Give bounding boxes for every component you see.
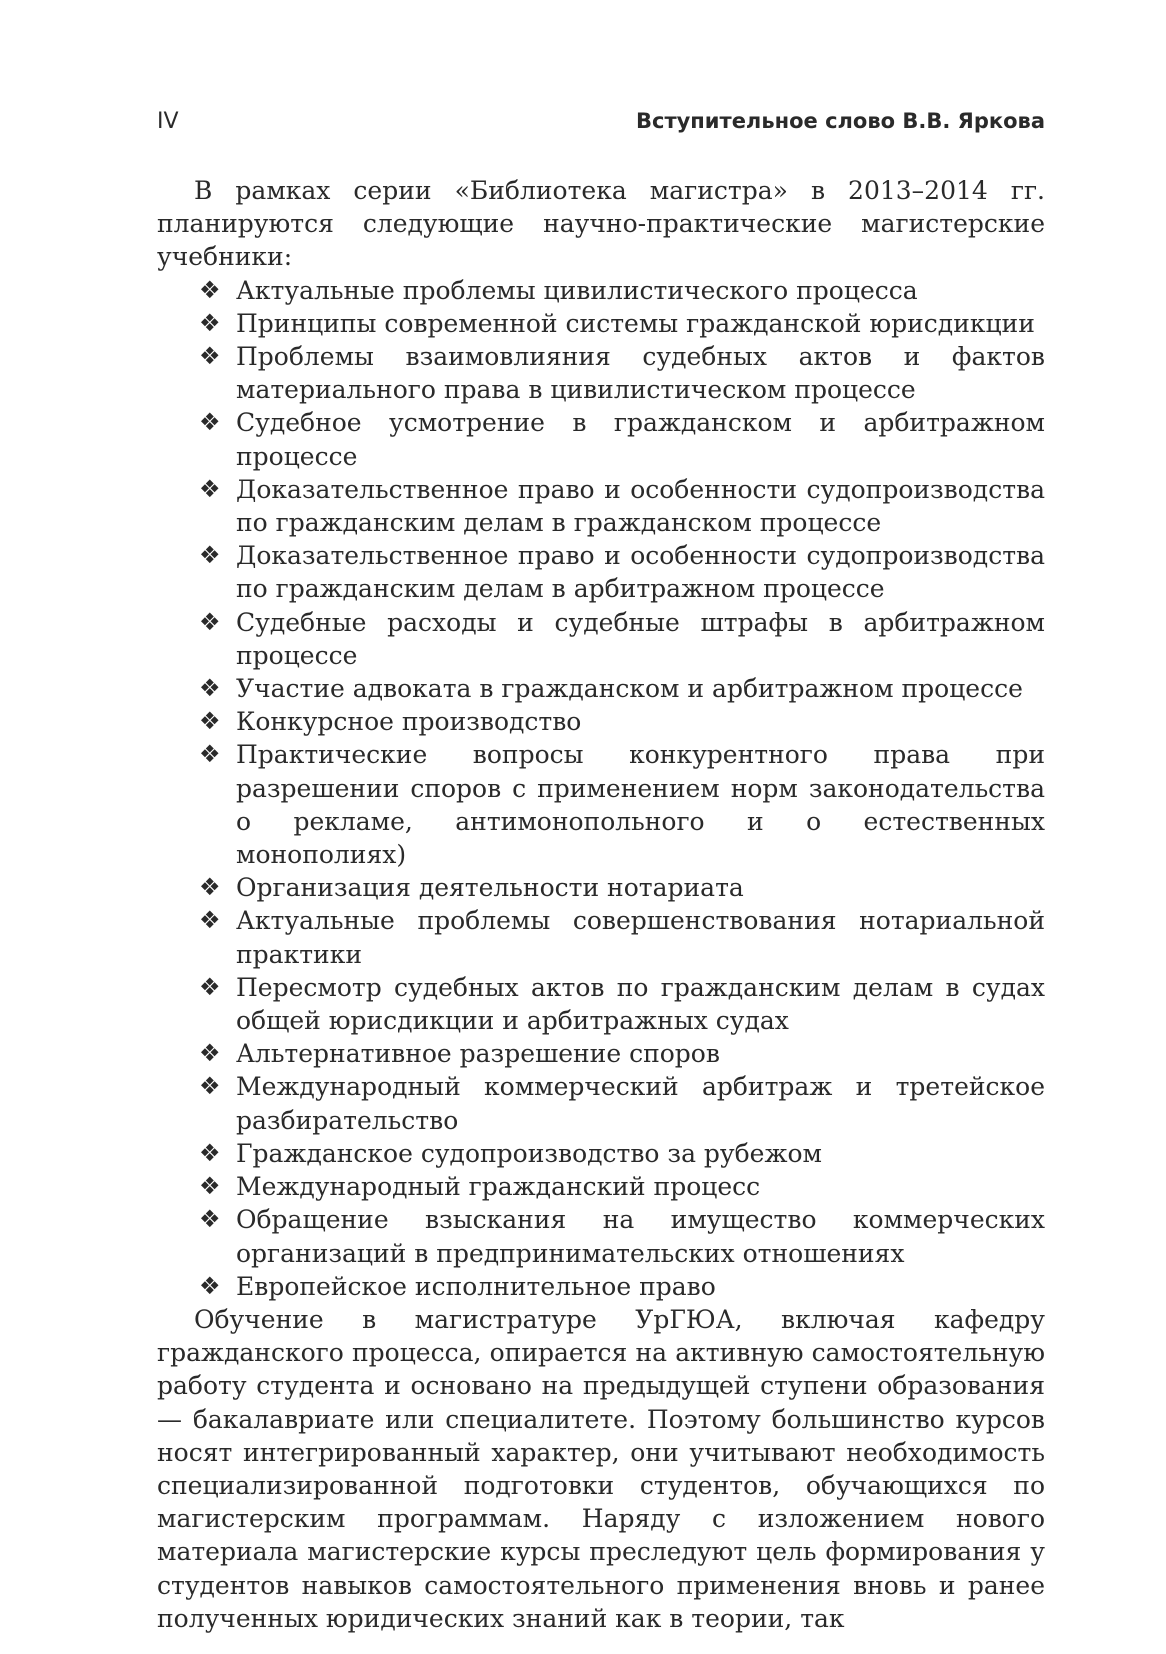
list-item <box>157 672 1045 705</box>
list-item-text: Пересмотр судебных актов по гражданским делам в судах общей юрисдикции и арбитражных судах <box>236 972 1045 1036</box>
diamond-bullet-icon: ❖ <box>199 707 221 736</box>
list-item-text: Гражданское судопроизводство за рубежом <box>236 1138 822 1168</box>
page-header <box>157 109 1045 143</box>
list-item <box>157 473 1045 539</box>
diamond-bullet-icon: ❖ <box>199 1138 221 1167</box>
diamond-bullet-icon: ❖ <box>199 906 221 935</box>
list-item <box>157 871 1045 904</box>
list-item <box>157 274 1045 307</box>
diamond-bullet-icon: ❖ <box>199 342 221 371</box>
diamond-bullet-icon: ❖ <box>199 308 221 337</box>
list-item <box>157 340 1045 406</box>
list-item-text: Международный коммерческий арбитраж и третейское разбирательство <box>236 1072 1045 1135</box>
planned-textbooks-list <box>157 274 1045 1303</box>
closing-paragraph: Обучение в магистратуре УрГЮА, включая кафедру гражданского процесса, опирается на активную самостоятельную работу студента и основано на предыдущей ступени образования — бакалавриате или специалитете. Поэтому большинство курсов носят интегрированный характер, они учитывают необходимость специализированной подготовки студентов, обучающихся по магистерским программам. Наряду с изложением нового материала магистерские курсы преследуют цель формирования у студентов навыков самостоятельного применения вновь и ранее полученных юридических знаний как в теории, так <box>157 1304 1045 1633</box>
list-item <box>157 904 1045 970</box>
diamond-bullet-icon: ❖ <box>199 1172 221 1201</box>
list-item <box>157 738 1045 871</box>
list-item-text: Принципы современной системы гражданской юрисдикции <box>236 308 1035 338</box>
list-item-text: Европейское исполнительное право <box>236 1271 716 1301</box>
list-item-text: Конкурсное производство <box>236 707 582 737</box>
list-item-text: Актуальные проблемы совершенствования нотариальной практики <box>236 906 1045 969</box>
list-item <box>157 406 1045 472</box>
list-item-text: Доказательственное право и особенности судопроизводства по гражданским делам в арбитражном процессе <box>236 541 1045 604</box>
diamond-bullet-icon: ❖ <box>199 275 221 304</box>
list-item-text: Судебное усмотрение в гражданском и арбитражном процессе <box>236 408 1045 471</box>
list-item <box>157 307 1045 340</box>
page-body <box>157 174 1045 1635</box>
page-number: IV <box>157 109 179 134</box>
list-item-text: Проблемы взаимовлияния судебных актов и фактов материального права в цивилистическом процессе <box>236 342 1045 405</box>
diamond-bullet-icon: ❖ <box>199 873 221 902</box>
list-item-text: Участие адвоката в гражданском и арбитражном процессе <box>236 674 1023 704</box>
diamond-bullet-icon: ❖ <box>199 408 221 437</box>
intro-paragraph: В рамках серии «Библиотека магистра» в 2013–2014 гг. планируются следующие научно-практические магистерские учебники: <box>157 176 1045 272</box>
diamond-bullet-icon: ❖ <box>199 674 221 703</box>
diamond-bullet-icon: ❖ <box>199 607 221 636</box>
list-item <box>157 1170 1045 1203</box>
diamond-bullet-icon: ❖ <box>199 1072 221 1101</box>
diamond-bullet-icon: ❖ <box>199 1039 221 1068</box>
diamond-bullet-icon: ❖ <box>199 541 221 570</box>
list-item <box>157 1137 1045 1170</box>
list-item-text: Организация деятельности нотариата <box>236 873 744 903</box>
list-item <box>157 539 1045 605</box>
diamond-bullet-icon: ❖ <box>199 972 221 1001</box>
list-item-text: Международный гражданский процесс <box>236 1172 761 1202</box>
diamond-bullet-icon: ❖ <box>199 474 221 503</box>
list-item-text: Практические вопросы конкурентного права при разрешении споров с применением норм законодательства о рекламе, антимонопольного и о естественных монополиях) <box>236 740 1045 870</box>
list-item <box>157 1203 1045 1269</box>
diamond-bullet-icon: ❖ <box>199 740 221 769</box>
running-title: Вступительное слово В.В. Яркова <box>635 109 1045 133</box>
list-item-text: Судебные расходы и судебные штрафы в арбитражном процессе <box>236 607 1045 670</box>
list-item <box>157 1070 1045 1136</box>
list-item-text: Актуальные проблемы цивилистического процесса <box>236 275 918 305</box>
list-item <box>157 971 1045 1037</box>
list-item <box>157 1037 1045 1070</box>
diamond-bullet-icon: ❖ <box>199 1205 221 1234</box>
list-item <box>157 1270 1045 1303</box>
list-item-text: Обращение взыскания на имущество коммерческих организаций в предпринимательских отношениях <box>236 1205 1045 1268</box>
list-item <box>157 606 1045 672</box>
list-item-text: Доказательственное право и особенности судопроизводства по гражданским делам в гражданском процессе <box>236 474 1045 538</box>
diamond-bullet-icon: ❖ <box>199 1271 221 1300</box>
list-item <box>157 705 1045 738</box>
list-item-text: Альтернативное разрешение споров <box>236 1039 720 1069</box>
